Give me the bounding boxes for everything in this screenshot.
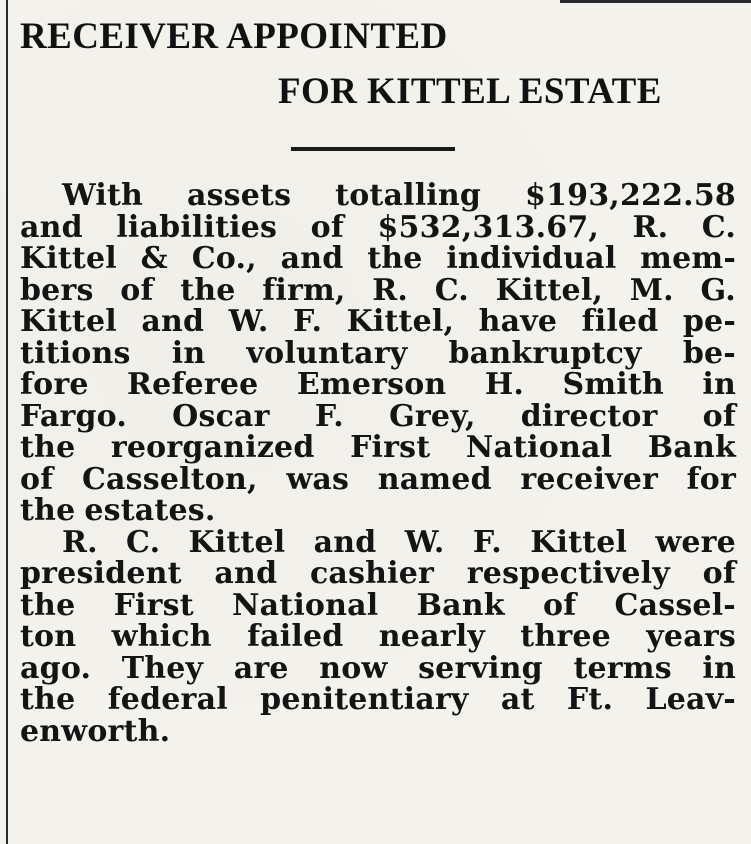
text-line: [20, 398, 736, 434]
text-line: [20, 587, 736, 623]
word: president: [20, 556, 182, 591]
word: Kittel: [530, 524, 628, 560]
word: serving: [418, 650, 543, 686]
text-line: [20, 335, 736, 371]
word: are: [233, 650, 289, 686]
text-line: [20, 180, 736, 212]
word: voluntary: [246, 335, 408, 371]
word: in: [702, 367, 736, 402]
word: Oscar: [172, 398, 270, 434]
word: and: [280, 241, 344, 276]
word: C.: [126, 524, 161, 560]
word: fore: [20, 367, 89, 402]
text-line: [20, 684, 736, 716]
word: W.: [404, 524, 445, 560]
text-line: [20, 558, 736, 590]
word: R.: [62, 524, 98, 560]
word: years: [646, 619, 736, 654]
word: Referee: [127, 367, 259, 402]
word: three: [520, 619, 611, 654]
headline-line-2: FOR KITTEL ESTATE: [278, 71, 662, 112]
word: were: [655, 524, 736, 560]
word: of: [310, 209, 344, 245]
word: filed: [581, 304, 659, 339]
word: titions: [20, 335, 131, 371]
word: &: [140, 241, 168, 276]
word: Ft.: [566, 682, 614, 717]
word: the: [180, 272, 236, 308]
word: pe-: [682, 304, 736, 339]
word: R.: [632, 209, 669, 245]
word: Kittel,: [495, 272, 604, 308]
word: $532,313.67,: [377, 209, 600, 245]
word: bankruptcy: [448, 335, 642, 371]
word: and: [141, 304, 205, 339]
word: C.: [434, 272, 469, 308]
word: Kittel: [20, 304, 117, 339]
word: Cassel-: [614, 587, 736, 623]
text-line: [20, 369, 736, 401]
word: Bank: [647, 430, 736, 465]
word: liabilities: [116, 209, 278, 245]
word: and: [313, 524, 377, 560]
word: Smith: [562, 367, 664, 402]
word: Grey,: [389, 398, 476, 434]
text-line: [20, 524, 736, 560]
word: federal: [107, 682, 228, 717]
text-line: [20, 621, 736, 653]
text-line: [20, 713, 736, 749]
article-paragraph: [20, 524, 736, 749]
word: in: [702, 650, 736, 686]
word: have: [478, 304, 558, 339]
text-line: [20, 272, 736, 308]
word: firm,: [262, 272, 346, 308]
word: They: [121, 650, 204, 686]
word: the: [20, 430, 76, 465]
word: at: [500, 682, 535, 717]
word: National: [465, 430, 613, 465]
word: failed: [247, 619, 344, 654]
word: director: [520, 398, 658, 434]
word: nearly: [378, 619, 485, 654]
word: W.: [228, 304, 269, 339]
word: and: [20, 209, 83, 245]
headline-divider: [291, 147, 455, 151]
word: in: [171, 335, 206, 371]
word: of: [702, 398, 736, 434]
word: named: [377, 461, 492, 497]
word: Emerson: [296, 367, 447, 402]
word: enworth.: [20, 713, 171, 749]
word: bers: [20, 272, 94, 308]
word: ton: [20, 619, 77, 654]
word: F.: [292, 304, 323, 339]
text-line: [20, 209, 736, 245]
word: be-: [682, 335, 736, 371]
word: now: [319, 650, 388, 686]
word: F.: [314, 398, 344, 434]
word: M.: [629, 272, 674, 308]
word: of: [20, 461, 54, 497]
word: First: [350, 430, 431, 465]
word: National: [232, 587, 379, 623]
text-line: [20, 650, 736, 686]
word: Fargo.: [20, 398, 128, 434]
word: receiver: [520, 461, 658, 497]
word: Kittel,: [346, 304, 455, 339]
word: of: [543, 587, 577, 623]
word: Leav-: [645, 682, 736, 717]
column-rule-left: [6, 0, 8, 844]
word: of: [120, 272, 154, 308]
word: H.: [484, 367, 525, 402]
word: First: [113, 587, 194, 623]
word: the: [20, 493, 76, 528]
article-body: [20, 180, 736, 747]
article-paragraph: [20, 180, 736, 527]
word: F.: [472, 524, 502, 560]
word: mem-: [640, 241, 736, 276]
text-line: [20, 432, 736, 464]
column-rule-top: [560, 0, 751, 3]
word: cashier: [309, 556, 435, 591]
text-line: [20, 243, 736, 275]
word: With: [62, 178, 144, 213]
word: for: [686, 461, 736, 497]
word: penitentiary: [260, 682, 469, 717]
word: Kittel: [188, 524, 286, 560]
word: C.: [701, 209, 736, 245]
word: ago.: [20, 650, 92, 686]
word: Co.,: [191, 241, 257, 276]
text-line: [20, 461, 736, 497]
word: Casselton,: [81, 461, 258, 497]
word: Kittel: [20, 241, 117, 276]
word: $193,222.58: [525, 178, 736, 213]
word: individual: [446, 241, 617, 276]
word: terms: [573, 650, 672, 686]
word: reorganized: [110, 430, 315, 465]
word: totalling: [335, 178, 482, 213]
word: which: [111, 619, 212, 654]
headline-line-1: RECEIVER APPOINTED: [20, 16, 448, 57]
word: Bank: [416, 587, 505, 623]
text-line: [20, 495, 736, 527]
word: the: [367, 241, 423, 276]
word: the: [20, 587, 76, 623]
word: of: [702, 556, 736, 591]
word: and: [214, 556, 278, 591]
word: was: [286, 461, 350, 497]
word: the: [20, 682, 76, 717]
word: G.: [700, 272, 736, 308]
word: respectively: [466, 556, 670, 591]
text-line: [20, 306, 736, 338]
word: R.: [372, 272, 409, 308]
word: estates.: [84, 493, 216, 528]
word: assets: [186, 178, 292, 213]
